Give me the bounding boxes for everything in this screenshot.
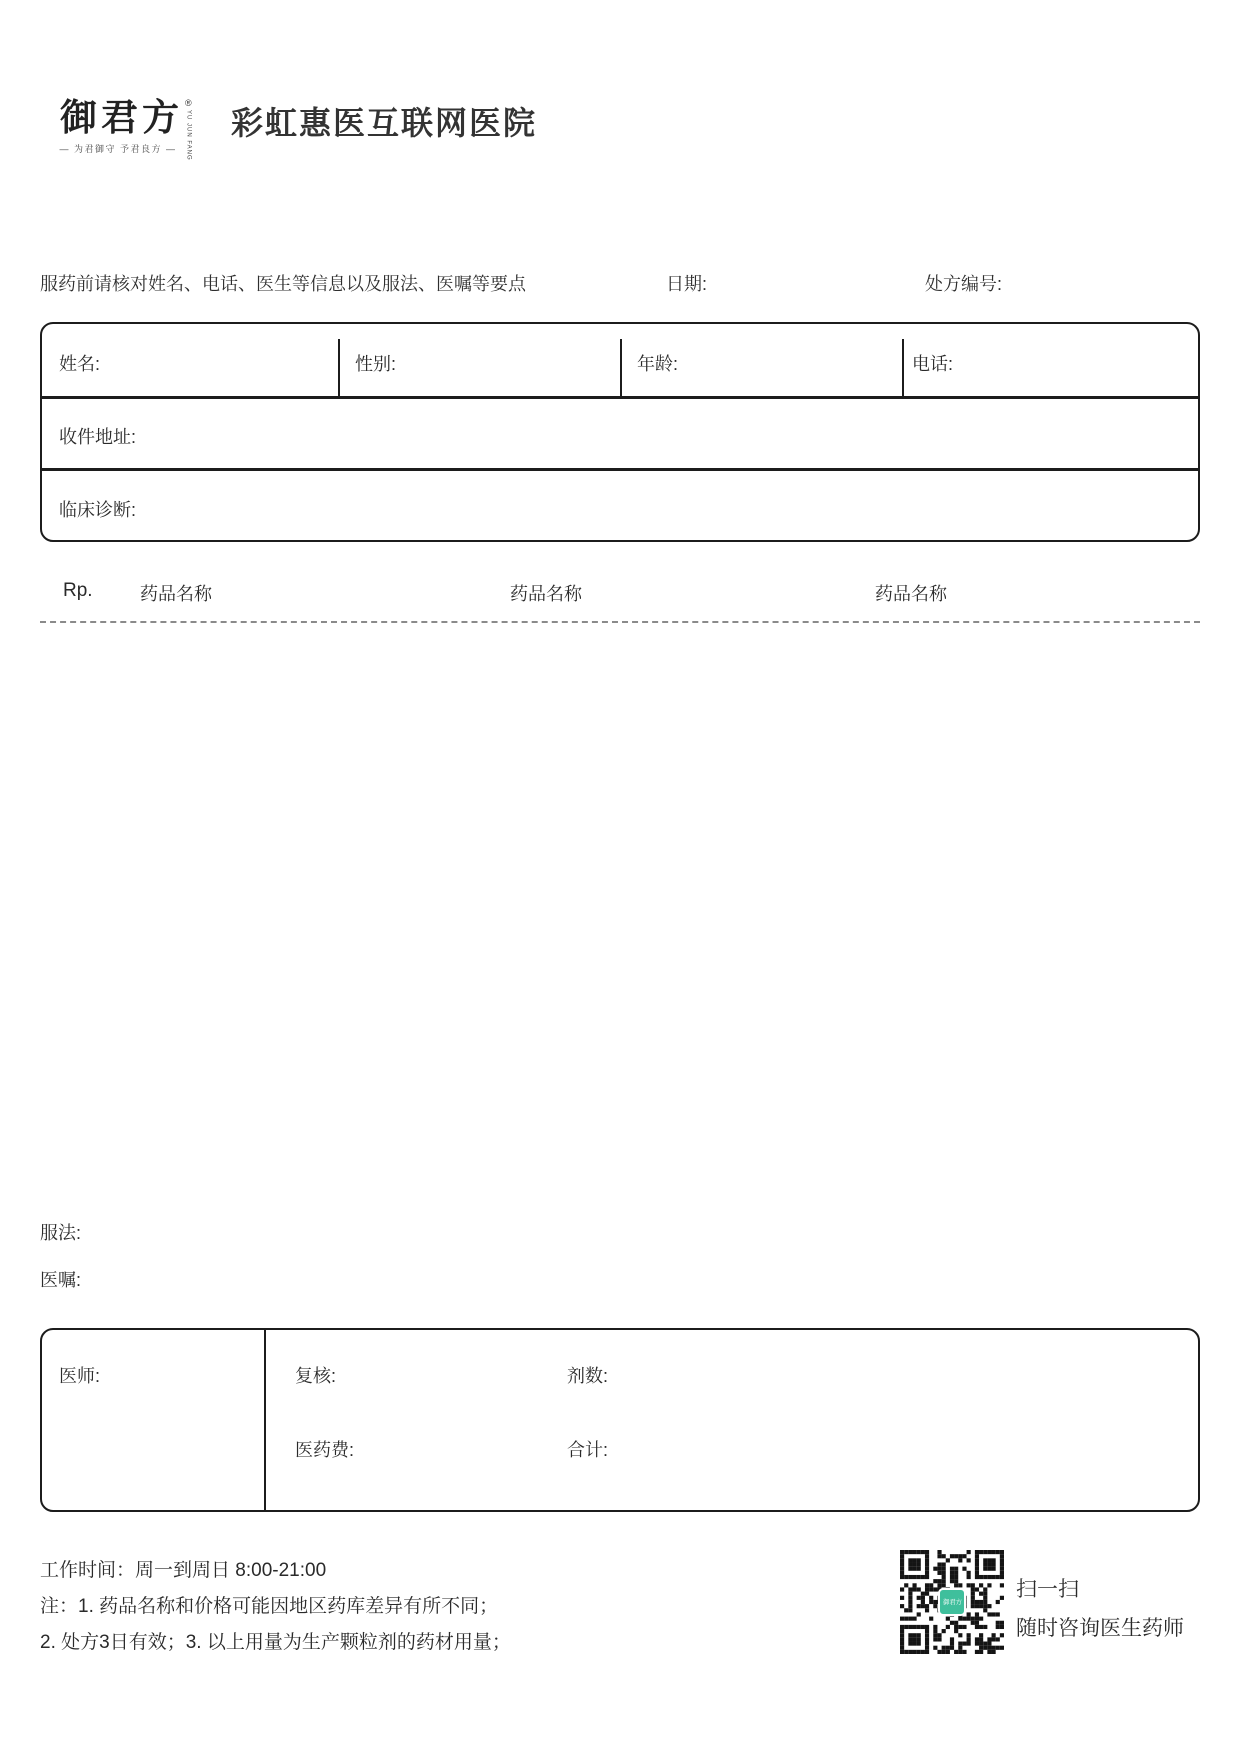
diagnosis-field-label: 临床诊断: xyxy=(59,500,137,520)
drug-name-column-header: 药品名称 xyxy=(875,584,947,604)
footnote-line-1: 注：1. 药品名称和价格可能因地区药库差异有所不同； xyxy=(40,1596,499,1617)
registered-trademark-icon: ® xyxy=(185,98,192,108)
qr-center-logo xyxy=(938,1588,966,1616)
divider xyxy=(902,339,904,396)
doctor-advice-label: 医嘱: xyxy=(40,1270,82,1290)
usage-method-label: 服法: xyxy=(40,1223,82,1243)
working-hours: 工作时间：周一到周日 8:00-21:00 xyxy=(40,1560,327,1581)
dashed-separator xyxy=(40,621,1200,623)
logo-tagline: — 为君御守 予君良方 — xyxy=(59,144,177,154)
divider xyxy=(42,468,1198,471)
divider xyxy=(338,339,340,396)
dose-count-field-label: 剂数: xyxy=(567,1366,609,1386)
divider xyxy=(42,396,1198,399)
name-field-label: 姓名: xyxy=(59,354,101,374)
divider xyxy=(264,1330,266,1510)
address-field-label: 收件地址: xyxy=(59,427,137,447)
verify-notice: 服药前请核对姓名、电话、医生等信息以及服法、医嘱等要点 xyxy=(40,274,526,294)
date-label: 日期: xyxy=(666,274,708,294)
patient-info-box xyxy=(40,322,1200,542)
logo-text: 御君方 xyxy=(60,95,183,139)
phone-field-label: 电话: xyxy=(912,354,954,374)
total-field-label: 合计: xyxy=(567,1440,609,1460)
consult-caption: 随时咨询医生药师 xyxy=(1016,1617,1184,1640)
review-field-label: 复核: xyxy=(295,1366,337,1386)
qr-code xyxy=(900,1550,1004,1654)
doctor-field-label: 医师: xyxy=(59,1366,101,1386)
divider xyxy=(620,339,622,396)
hospital-name: 彩虹惠医互联网医院 xyxy=(231,105,538,141)
medical-fee-field-label: 医药费: xyxy=(295,1440,355,1460)
drug-name-column-header: 药品名称 xyxy=(510,584,582,604)
rp-label: Rp. xyxy=(63,580,93,601)
prescription-number-label: 处方编号: xyxy=(925,274,1003,294)
drug-name-column-header: 药品名称 xyxy=(140,584,212,604)
qr-center-text: 御君方 xyxy=(942,1599,962,1606)
signature-box xyxy=(40,1328,1200,1512)
age-field-label: 年龄: xyxy=(637,354,679,374)
scan-caption: 扫一扫 xyxy=(1016,1578,1079,1601)
gender-field-label: 性别: xyxy=(355,354,397,374)
footnote-line-2: 2. 处方3日有效；3. 以上用量为生产颗粒剂的药材用量； xyxy=(40,1632,511,1653)
logo-vertical-text: YU JUN FANG xyxy=(185,110,192,161)
